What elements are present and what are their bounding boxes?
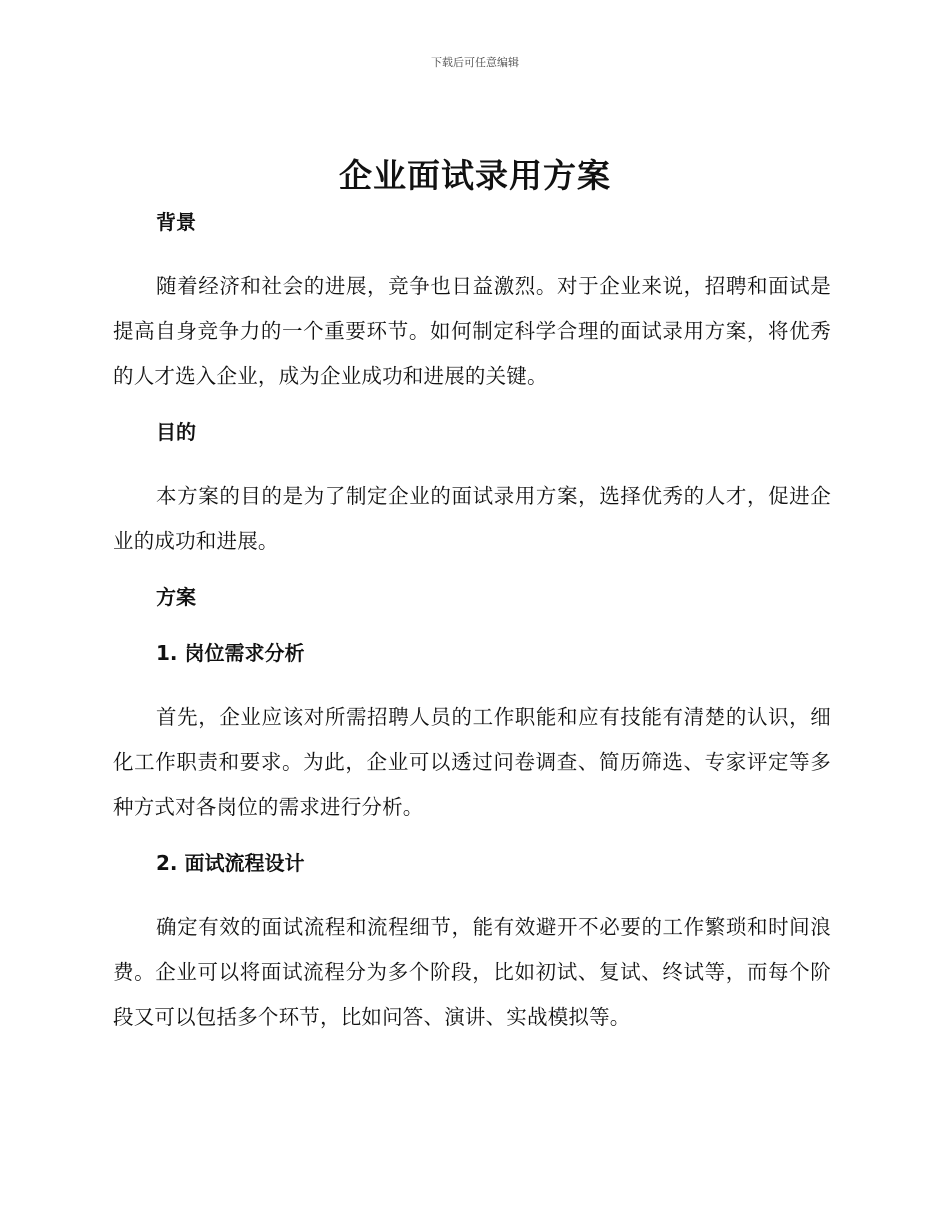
paragraph-purpose: 本方案的目的是为了制定企业的面试录用方案，选择优秀的人才，促进企业的成功和进展。 [113, 484, 831, 553]
paragraph-interview-process: 确定有效的面试流程和流程细节，能有效避开不必要的工作繁琐和时间浪费。企业可以将面试流程分为多个阶段，比如初试、复试、终试等，而每个阶段又可以包括多个环节，比如问答、演讲、实战模拟等。 [113, 915, 831, 1029]
header-note: 下载后可任意编辑 [431, 56, 519, 69]
section-heading-plan: 方案 [156, 585, 196, 609]
document-body [113, 206, 831, 1040]
document-title: 企业面试录用方案 [339, 156, 611, 195]
section-heading-purpose: 目的 [156, 420, 196, 444]
section-heading-background: 背景 [156, 210, 196, 234]
subsection-heading-job-analysis: 1. 岗位需求分析 [156, 641, 305, 665]
paragraph-job-analysis: 首先，企业应该对所需招聘人员的工作职能和应有技能有清楚的认识，细化工作职责和要求。为此，企业可以透过问卷调查、简历筛选、专家评定等多种方式对各岗位的需求进行分析。 [113, 705, 831, 819]
subsection-heading-interview-process: 2. 面试流程设计 [156, 851, 305, 875]
paragraph-background: 随着经济和社会的进展，竞争也日益激烈。对于企业来说，招聘和面试是提高自身竞争力的一个重要环节。如何制定科学合理的面试录用方案，将优秀的人才选入企业，成为企业成功和进展的关键。 [113, 274, 831, 388]
